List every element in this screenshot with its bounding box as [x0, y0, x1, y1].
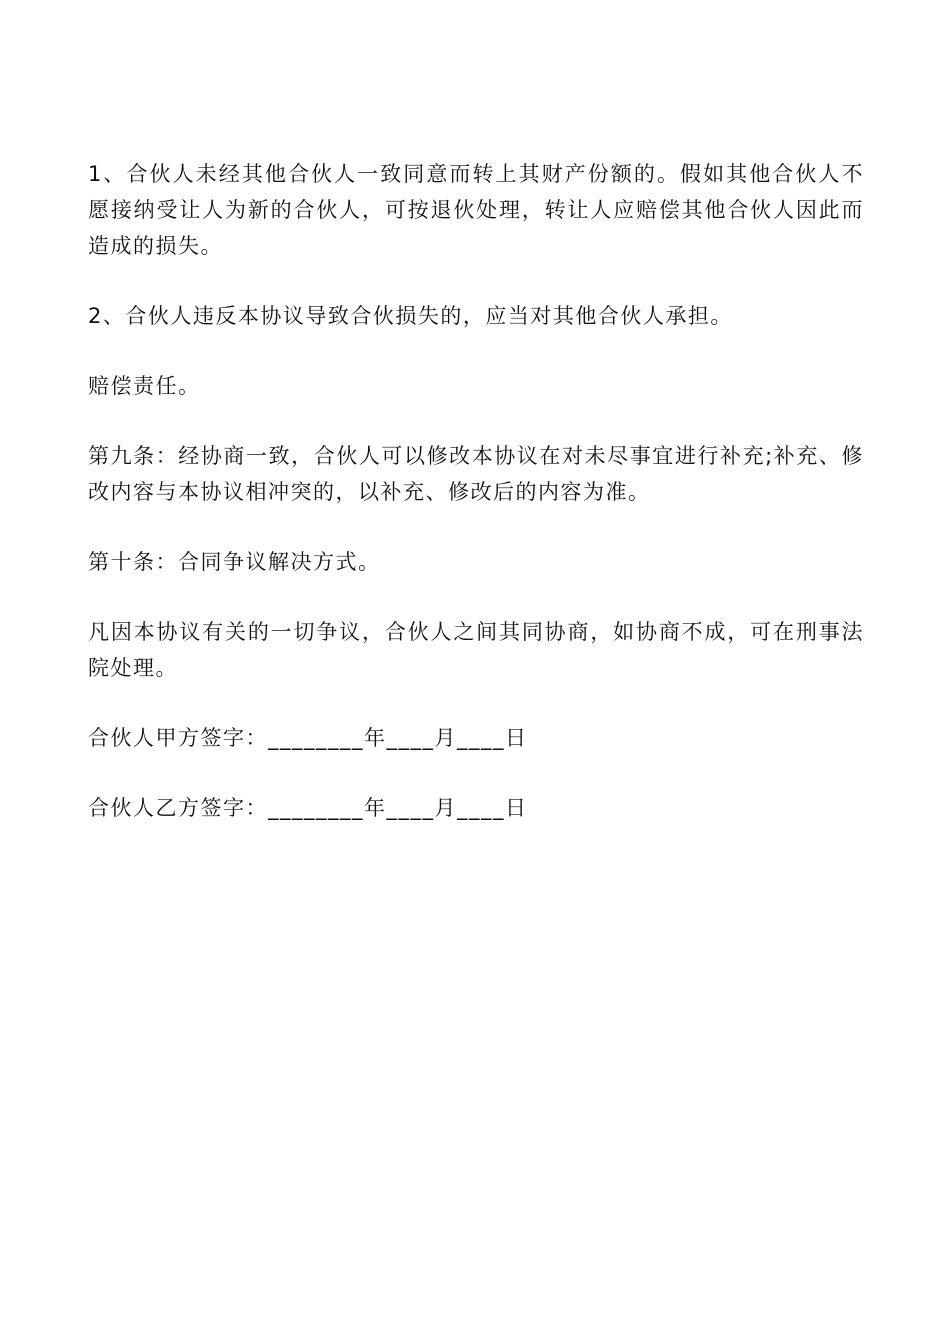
- article-9: 第九条：经协商一致，合伙人可以修改本协议在对未尽事宜进行补充;补充、修改内容与本协议相冲突的，以补充、修改后的内容为准。: [88, 444, 864, 504]
- spacer: [88, 756, 864, 790]
- spacer: [88, 686, 864, 720]
- spacer: [88, 264, 864, 298]
- dispute-resolution-text: 凡因本协议有关的一切争议，合伙人之间其同协商，如协商不成，可在刑事法院处理。: [88, 620, 864, 680]
- spacer: [88, 404, 864, 438]
- spacer: [88, 580, 864, 614]
- spacer: [88, 334, 864, 368]
- clause-item-1: 1、合伙人未经其他合伙人一致同意而转上其财产份额的。假如其他合伙人不愿接纳受让人为新的合伙人，可按退伙处理，转让人应赔偿其他合伙人因此而造成的损失。: [88, 162, 864, 258]
- clause-continuation: 赔偿责任。: [88, 374, 201, 398]
- article-10-heading: 第十条：合同争议解决方式。: [88, 550, 381, 574]
- signature-line-party-a: 合伙人甲方签字：________年____月____日: [88, 726, 528, 750]
- document-body: [88, 156, 864, 826]
- spacer: [88, 510, 864, 544]
- signature-line-party-b: 合伙人乙方签字：________年____月____日: [88, 796, 528, 820]
- clause-item-2: 2、合伙人违反本协议导致合伙损失的，应当对其他合伙人承担。: [88, 304, 733, 328]
